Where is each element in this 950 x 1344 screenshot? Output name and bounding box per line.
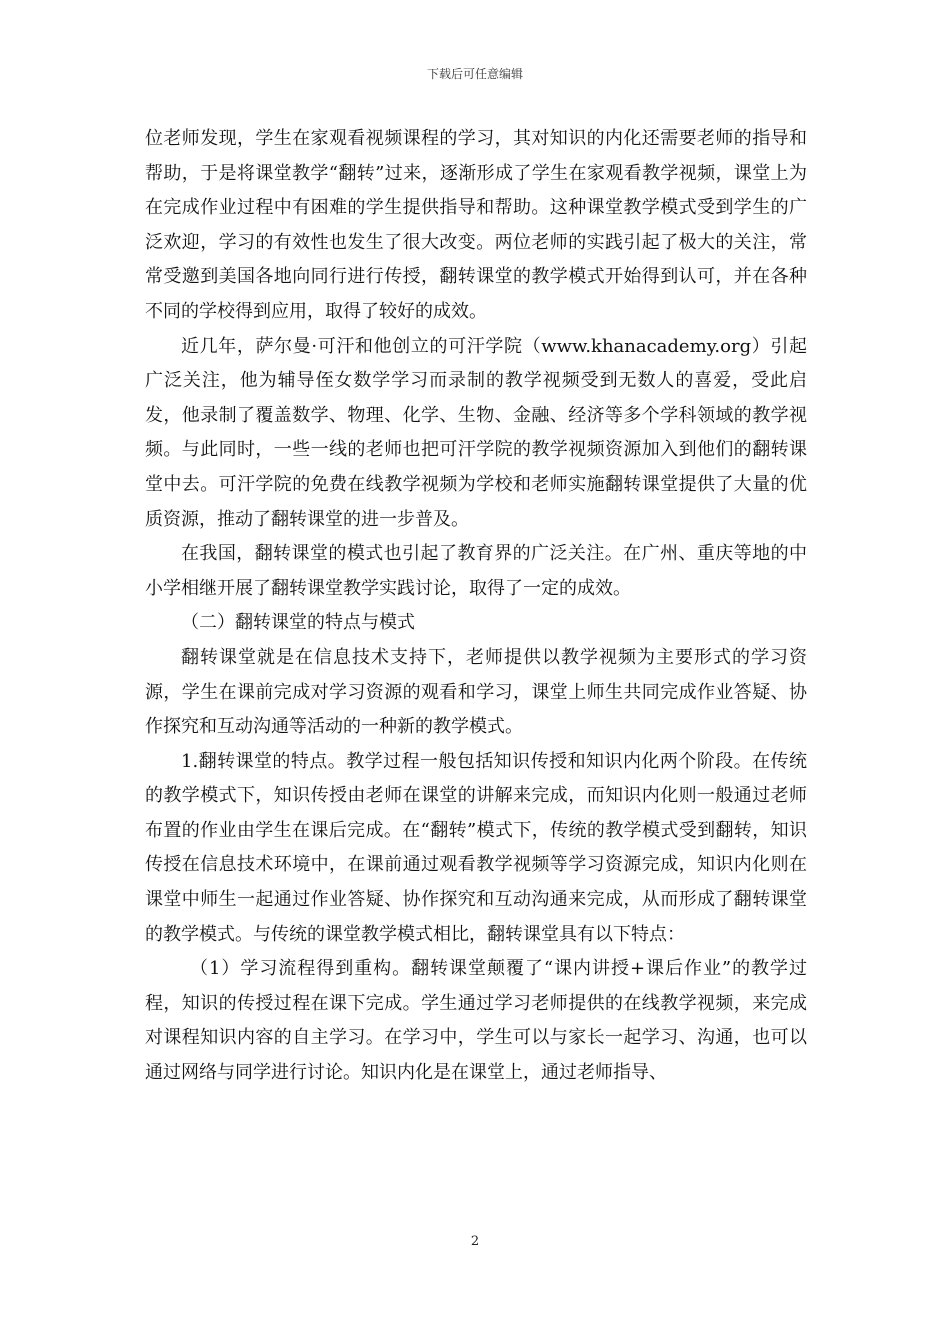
document-body bbox=[145, 122, 807, 1091]
paragraph-features: 1.翻转课堂的特点。教学过程一般包括知识传授和知识内化两个阶段。在传统的教学模式下，知识传授由老师在课堂的讲解来完成，而知识内化则一般通过老师布置的作业由学生在课后完成。在“翻转”模式下，传统的教学模式受到翻转，知识传授在信息技术环境中，在课前通过观看教学视频等学习资源完成，知识内化则在课堂中师生一起通过作业答疑、协作探究和互动沟通来完成，从而形成了翻转课堂的教学模式。与传统的课堂教学模式相比，翻转课堂具有以下特点： bbox=[145, 750, 807, 945]
section-heading: （二）翻转课堂的特点与模式 bbox=[181, 612, 415, 634]
page-number: 2 bbox=[470, 1234, 480, 1249]
paragraph-feature-1: （1）学习流程得到重构。翻转课堂颠覆了“课内讲授+课后作业”的教学过程，知识的传授过程在课下完成。学生通过学习老师提供的在线教学视频，来完成对课程知识内容的自主学习。在学习中，学生可以与家长一起学习、沟通，也可以通过网络与同学进行讨论。知识内化是在课堂上，通过老师指导、 bbox=[145, 958, 807, 1084]
paragraph-khan-academy: 近几年，萨尔曼·可汗和他创立的可汗学院（www.khanacademy.org）引起广泛关注，他为辅导侄女数学学习而录制的教学视频受到无数人的喜爱，受此启发，他录制了覆盖数学、物理、化学、生物、金融、经济等多个学科领域的教学视频。与此同时，一些一线的老师也把可汗学院的教学视频资源加入到他们的翻转课堂中去。可汗学院的免费在线教学视频为学校和老师实施翻转课堂提供了大量的优质资源，推动了翻转课堂的进一步普及。 bbox=[145, 335, 807, 530]
paragraph-definition: 翻转课堂就是在信息技术支持下，老师提供以教学视频为主要形式的学习资源，学生在课前完成对学习资源的观看和学习，课堂上师生共同完成作业答疑、协作探究和互动沟通等活动的一种新的教学模式。 bbox=[145, 646, 807, 738]
paragraph-continuation: 位老师发现，学生在家观看视频课程的学习，其对知识的内化还需要老师的指导和帮助，于是将课堂教学“翻转”过来，逐渐形成了学生在家观看教学视频，课堂上为在完成作业过程中有困难的学生提供指导和帮助。这种课堂教学模式受到学生的广泛欢迎，学习的有效性也发生了很大改变。两位老师的实践引起了极大的关注，常常受邀到美国各地向同行进行传授，翻转课堂的教学模式开始得到认可，并在各种不同的学校得到应用，取得了较好的成效。 bbox=[145, 128, 807, 322]
page-header: 下载后可任意编辑 bbox=[426, 67, 523, 81]
paragraph-china: 在我国，翻转课堂的模式也引起了教育界的广泛关注。在广州、重庆等地的中小学相继开展了翻转课堂教学实践讨论，取得了一定的成效。 bbox=[145, 543, 807, 599]
